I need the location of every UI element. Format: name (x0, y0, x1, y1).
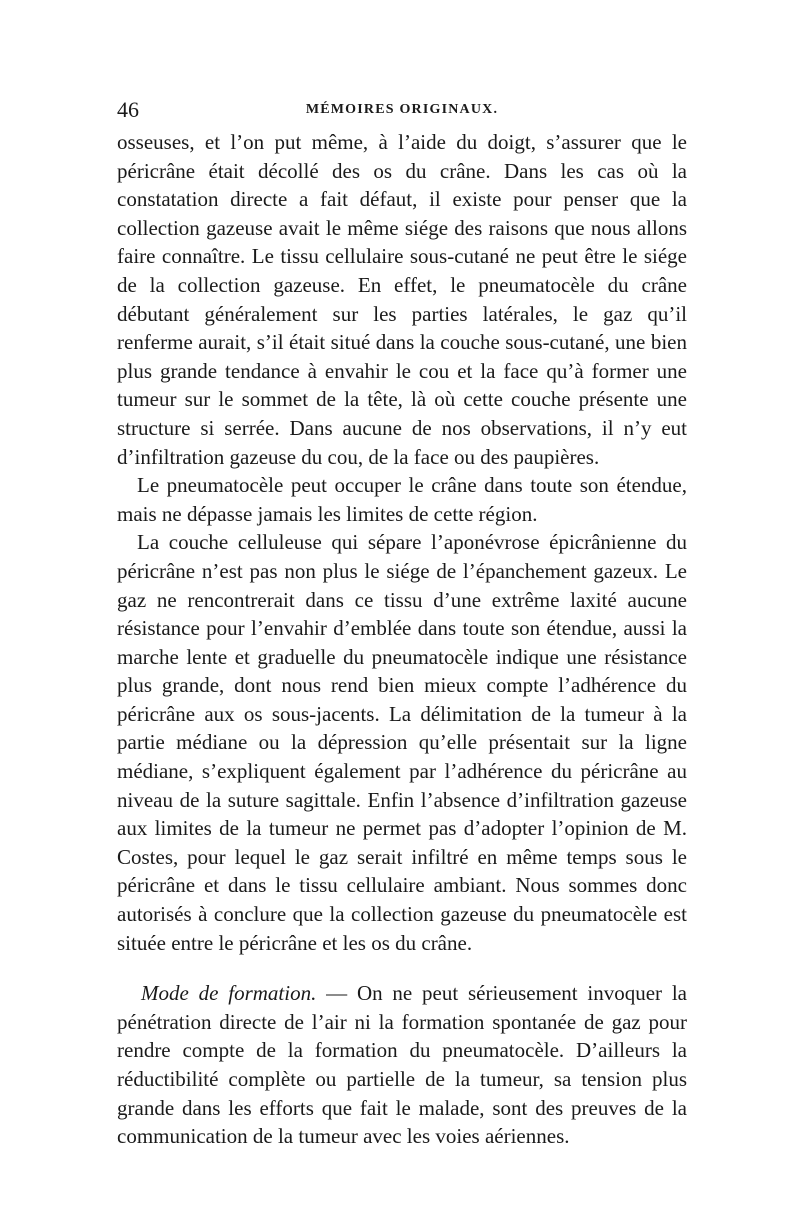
paragraph-location: La couche celluleuse qui sépare l’aponévrose épicrânienne du péricrâne n’est pas non plus le siége de l’épanchement gazeux. Le gaz ne rencontrerait dans ce tissu d’une extrême laxité aucune résistance pour l’envahir d’emblée dans toute son étendue, aussi la marche lente et graduelle du pneumatocèle indique une résistance plus grande, dont nous rend bien mieux compte l’adhérence du péricrâne aux os sous-jacents. La délimitation de la tumeur à la partie médiane ou la dépression qu’elle présentait sur la ligne médiane, s’expliquent également par l’adhérence du péricrâne au niveau de la suture sagittale. Enfin l’absence d’infiltration gazeuse aux limites de la tumeur ne permet pas d’adopter l’opinion de M. Costes, pour lequel le gaz serait infiltré en même temps sous le péricrâne et dans le tissu cellulaire ambiant. Nous sommes donc autorisés à conclure que la collection gazeuse du pneumatocèle est située entre le péricrâne et les os du crâne. (117, 530, 687, 955)
section-paragraph (117, 979, 687, 1151)
body-text (117, 128, 687, 1151)
running-head: MÉMOIRES ORIGINAUX. (305, 102, 499, 117)
section-dash: — (316, 981, 357, 1006)
section-text: On ne peut sérieusement invoquer la pénétration directe de l’air ni la formation spontanée de gaz pour rendre compte de la formation du pneumatocèle. D’ailleurs la réductibilité complète ou partielle de la tumeur, sa tension plus grande dans les efforts que fait le malade, sont des preuves de la communication de la tumeur avec les voies aériennes. (117, 981, 688, 1149)
page-number: 46 (117, 97, 139, 122)
section-title: Mode de formation. (141, 981, 317, 1006)
page-header (117, 98, 687, 122)
paragraph-extent: Le pneumatocèle peut occuper le crâne dans toute son étendue, mais ne dépasse jamais les limites de cette région. (117, 473, 687, 526)
paragraph-continuation: osseuses, et l’on put même, à l’aide du doigt, s’assurer que le péricrâne était décollé des os du crâne. Dans les cas où la constatation directe a fait défaut, il existe pour penser que la collection gazeuse avait le même siége des raisons que nous allons faire connaître. Le tissu cellulaire sous-cutané ne peut être le siége de la collection gazeuse. En effet, le pneumatocèle du crâne débutant généralement sur les parties latérales, le gaz qu’il renferme aurait, s’il était situé dans la couche sous-cutané, une bien plus grande tendance à envahir le cou et la face qu’à former une tumeur sur le sommet de la tête, là où cette couche présente une structure si serrée. Dans aucune de nos observations, il n’y eut d’infiltration gazeuse du cou, de la face ou des paupières. (117, 130, 687, 469)
